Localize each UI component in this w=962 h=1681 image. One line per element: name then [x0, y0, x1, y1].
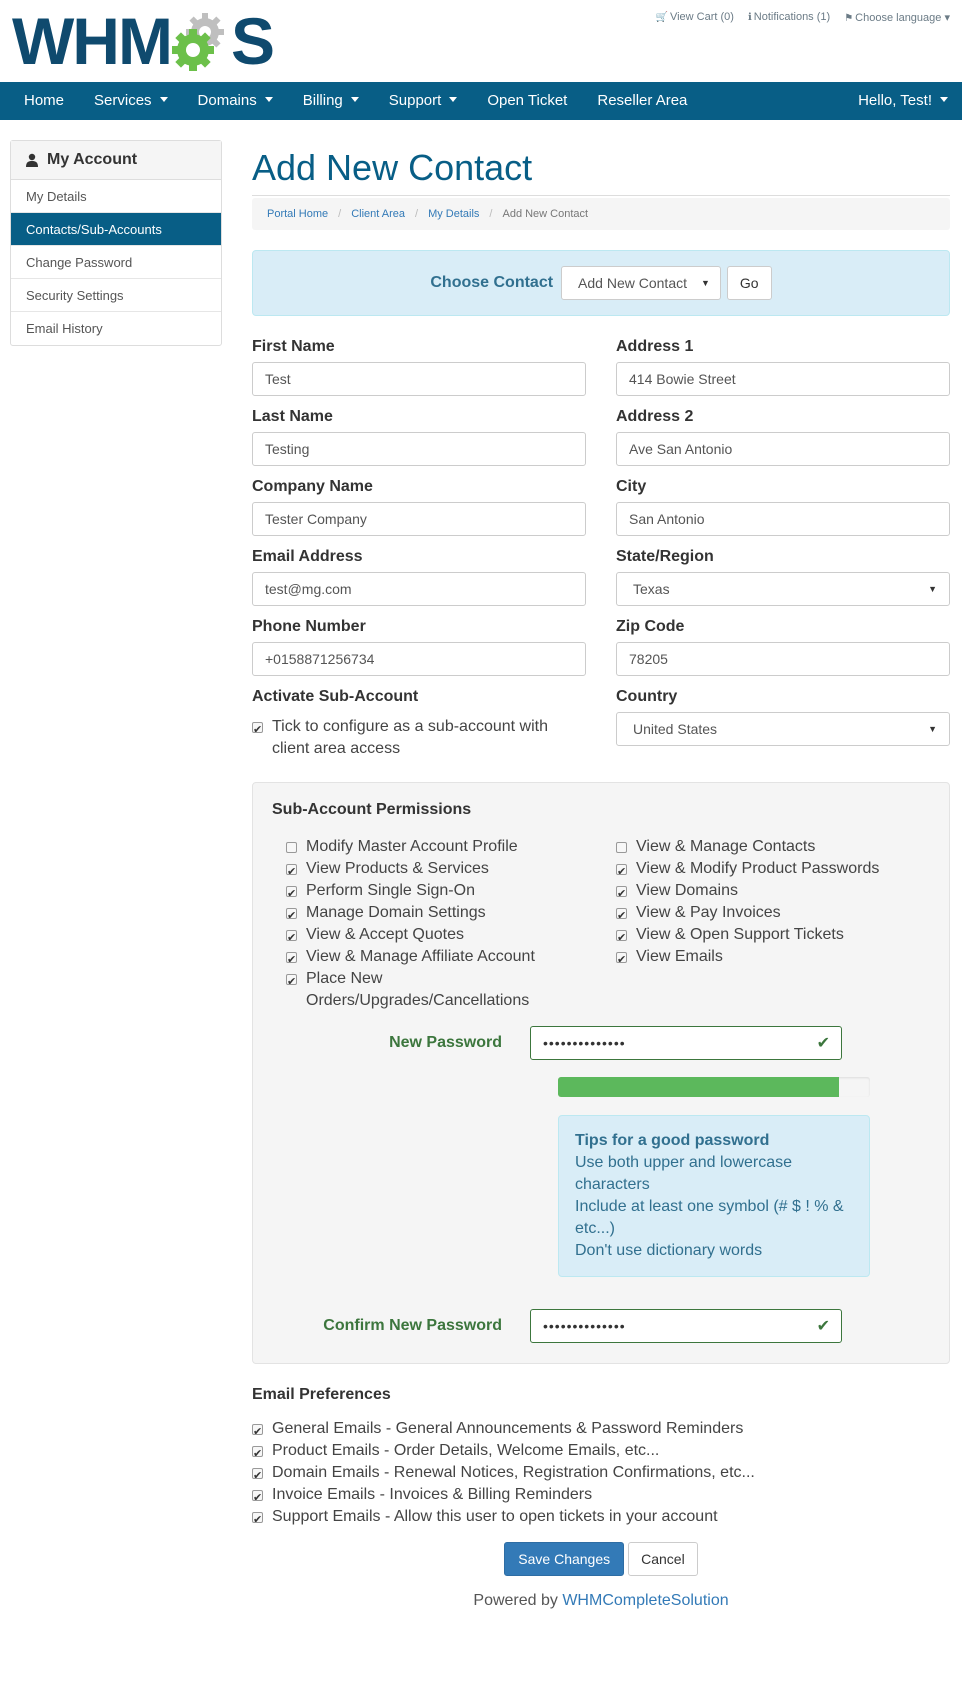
permission-label: View & Manage Affiliate Account	[306, 948, 535, 965]
new-password-label: New Password	[389, 1034, 502, 1051]
confirm-password-input[interactable]	[530, 1309, 842, 1343]
breadcrumb-current: Add New Contact	[502, 208, 589, 220]
sidebar-item-label: Security Settings	[26, 287, 124, 303]
nav-domains[interactable]	[183, 82, 288, 120]
first-name-field-group	[252, 336, 586, 396]
email-pref-general[interactable]	[252, 1418, 950, 1440]
choose-contact-label: Choose Contact	[430, 274, 554, 291]
nav-services[interactable]	[79, 82, 183, 120]
breadcrumb-separator: /	[338, 208, 342, 220]
choose-contact-selected: Add New Contact	[578, 275, 687, 291]
cart-icon: 🛒	[655, 12, 668, 23]
permission-checkbox[interactable]	[286, 864, 297, 875]
email-preferences-title: Email Preferences	[252, 1386, 391, 1403]
breadcrumb-my-details[interactable]: My Details	[428, 208, 480, 220]
permissions-right-column	[602, 836, 932, 1012]
email-pref-label: Domain Emails - Renewal Notices, Registration Confirmations, etc...	[272, 1464, 755, 1481]
perm-pay-invoices[interactable]	[602, 902, 932, 924]
email-pref-label: Invoice Emails - Invoices & Billing Reminders	[272, 1486, 593, 1503]
activate-subaccount-line1: Tick to configure as a sub-account with	[272, 718, 548, 735]
sidebar-title-label: My Account	[47, 151, 138, 168]
last-name-label: Last Name	[252, 408, 333, 425]
logo-text-right: S	[230, 4, 273, 78]
sidebar	[10, 140, 222, 346]
zip-code-input[interactable]: 78205	[616, 642, 950, 676]
email-field-group	[252, 546, 586, 606]
save-changes-button[interactable]: Save Changes	[504, 1542, 624, 1576]
sidebar-item-label: Email History	[26, 321, 103, 336]
permission-label: View Products & Services	[306, 860, 489, 877]
email-pref-checkbox[interactable]	[252, 1512, 263, 1523]
state-region-select[interactable]	[616, 572, 950, 606]
user-icon	[25, 153, 39, 167]
sidebar-title	[11, 141, 221, 180]
permission-label-line2: Orders/Upgrades/Cancellations	[306, 992, 530, 1009]
email-address-label: Email Address	[252, 548, 363, 565]
select-arrow-icon: ▼	[701, 278, 710, 288]
sidebar-item-my-details[interactable]	[11, 180, 221, 213]
confirm-password-row	[272, 1309, 930, 1343]
email-pref-checkbox[interactable]	[252, 1446, 263, 1457]
nav-reseller-area-label: Reseller Area	[597, 92, 688, 109]
state-region-selected: Texas	[633, 581, 670, 597]
state-region-label: State/Region	[616, 548, 714, 565]
permission-checkbox[interactable]	[286, 908, 297, 919]
city-input[interactable]: San Antonio	[616, 502, 950, 536]
perm-modify-master-profile[interactable]	[272, 836, 602, 858]
nav-home-label: Home	[24, 92, 65, 109]
sidebar-item-email-history[interactable]	[11, 312, 221, 345]
form-left-column	[252, 336, 586, 770]
gear-icon	[171, 10, 231, 72]
subaccount-field-group	[252, 686, 586, 760]
nav-user-menu[interactable]	[843, 82, 962, 120]
password-tip: Include at least one symbol (# $ ! % &	[575, 1198, 844, 1215]
perm-view-emails[interactable]	[602, 946, 932, 968]
permission-checkbox[interactable]	[616, 842, 627, 853]
logo-text-left: WHM	[12, 4, 171, 78]
company-name-input[interactable]: Tester Company	[252, 502, 586, 536]
view-cart-label: View Cart (0)	[669, 11, 734, 23]
notifications-link[interactable]	[748, 11, 830, 24]
password-strength-bar	[558, 1077, 870, 1097]
main-navbar	[0, 82, 962, 120]
country-selected: United States	[633, 721, 718, 737]
language-icon: ⚑	[844, 13, 854, 24]
perm-view-domains[interactable]	[602, 880, 932, 902]
permissions-title: Sub-Account Permissions	[272, 801, 472, 818]
nav-user-label: Hello, Test!	[858, 92, 932, 109]
permission-label: View & Open Support Tickets	[636, 926, 844, 943]
email-pref-checkbox[interactable]	[252, 1490, 263, 1501]
nav-reseller-area[interactable]	[582, 82, 702, 120]
new-password-row	[272, 1026, 930, 1060]
email-pref-product[interactable]	[252, 1440, 950, 1462]
sidebar-item-security-settings[interactable]	[11, 279, 221, 312]
new-password-value: ••••••••••••••	[543, 1035, 626, 1051]
activate-subaccount-line2: client area access	[272, 740, 401, 757]
subaccount-permissions-panel	[252, 782, 950, 1364]
new-password-input[interactable]	[530, 1026, 842, 1060]
nav-billing[interactable]	[288, 82, 374, 120]
activate-subaccount-option[interactable]	[252, 716, 586, 760]
password-tip: Use both upper and lowercase	[575, 1154, 793, 1171]
password-strength-fill	[558, 1077, 839, 1097]
caret-down-icon	[449, 97, 457, 102]
zip-code-label: Zip Code	[616, 618, 685, 635]
caret-down-icon	[940, 97, 948, 102]
country-field-group	[616, 686, 950, 746]
breadcrumb-portal-home[interactable]: Portal Home	[267, 208, 329, 220]
form-actions	[252, 1542, 950, 1576]
last-name-input[interactable]: Testing	[252, 432, 586, 466]
contact-form	[252, 336, 950, 770]
footer-link[interactable]: WHMCompleteSolution	[562, 1592, 729, 1609]
email-pref-domain[interactable]	[252, 1462, 950, 1484]
nav-services-label: Services	[94, 92, 152, 109]
city-label: City	[616, 478, 647, 495]
checkmark-icon: ✔	[816, 1318, 831, 1335]
first-name-label: First Name	[252, 338, 335, 355]
country-select[interactable]	[616, 712, 950, 746]
choose-language-label: Choose language	[855, 12, 942, 24]
sidebar-item-label: My Details	[26, 188, 87, 204]
perm-product-passwords[interactable]	[602, 858, 932, 880]
nav-support-label: Support	[388, 92, 442, 109]
page-title: Add New Contact	[252, 146, 950, 196]
footer	[252, 1592, 950, 1610]
caret-down-icon	[160, 97, 168, 102]
permission-label: View & Manage Contacts	[636, 838, 816, 855]
permission-label: View Emails	[636, 948, 723, 965]
permissions-left-column	[272, 836, 602, 1012]
header	[0, 0, 962, 82]
notifications-label: Notifications (1)	[753, 11, 831, 23]
breadcrumb	[252, 198, 950, 230]
address2-label: Address 2	[616, 408, 694, 425]
permission-label: Perform Single Sign-On	[306, 882, 475, 899]
perm-view-accept-quotes[interactable]	[272, 924, 602, 946]
email-pref-label: Product Emails - Order Details, Welcome Emails, etc...	[272, 1442, 660, 1459]
permissions-grid	[272, 836, 930, 1012]
view-cart-link[interactable]	[656, 11, 734, 24]
permission-checkbox[interactable]	[616, 952, 627, 963]
state-field-group	[616, 546, 950, 606]
email-pref-invoice[interactable]	[252, 1484, 950, 1506]
address2-input[interactable]: Ave San Antonio	[616, 432, 950, 466]
email-preferences	[252, 1386, 950, 1528]
permission-checkbox[interactable]	[286, 974, 297, 985]
checkmark-icon: ✔	[816, 1035, 831, 1052]
permission-checkbox[interactable]	[616, 908, 627, 919]
sidebar-item-contacts[interactable]	[11, 213, 221, 246]
permission-label: View & Accept Quotes	[306, 926, 465, 943]
password-tip: characters	[575, 1176, 650, 1193]
permission-label: Manage Domain Settings	[306, 904, 486, 921]
select-arrow-icon: ▼	[928, 724, 937, 734]
choose-contact-panel	[252, 250, 950, 316]
choose-language-dropdown[interactable]	[844, 11, 950, 24]
perm-single-sign-on[interactable]	[272, 880, 602, 902]
permission-label: View Domains	[636, 882, 738, 899]
top-links	[656, 11, 950, 24]
permission-checkbox[interactable]	[616, 930, 627, 941]
perm-manage-domain-settings[interactable]	[272, 902, 602, 924]
email-pref-support[interactable]	[252, 1506, 950, 1528]
activate-subaccount-checkbox[interactable]	[252, 722, 263, 733]
password-tips-title: Tips for a good password	[575, 1132, 770, 1149]
choose-contact-select[interactable]	[561, 266, 721, 300]
chevron-down-icon: ▾	[944, 12, 950, 24]
caret-down-icon	[265, 97, 273, 102]
nav-open-ticket[interactable]	[472, 82, 582, 120]
whmcs-logo[interactable]	[12, 4, 273, 78]
permission-checkbox[interactable]	[286, 886, 297, 897]
address1-field-group	[616, 336, 950, 396]
activate-subaccount-text	[272, 716, 548, 760]
nav-support[interactable]	[374, 82, 473, 120]
sidebar-item-label: Change Password	[26, 254, 133, 270]
select-arrow-icon: ▼	[928, 584, 937, 594]
city-field-group	[616, 476, 950, 536]
permission-checkbox[interactable]	[286, 842, 297, 853]
go-button[interactable]: Go	[727, 266, 772, 300]
email-pref-label: Support Emails - Allow this user to open tickets in your account	[272, 1508, 718, 1525]
last-name-field-group	[252, 406, 586, 466]
company-name-label: Company Name	[252, 478, 373, 495]
email-pref-checkbox[interactable]	[252, 1468, 263, 1479]
footer-prefix: Powered by	[473, 1592, 563, 1609]
nav-billing-label: Billing	[302, 92, 343, 109]
sidebar-item-change-password[interactable]	[11, 246, 221, 279]
main-content	[252, 140, 950, 1610]
breadcrumb-separator: /	[489, 208, 493, 220]
perm-manage-contacts[interactable]	[602, 836, 932, 858]
email-address-input[interactable]: test@mg.com	[252, 572, 586, 606]
company-field-group	[252, 476, 586, 536]
breadcrumb-client-area[interactable]: Client Area	[351, 208, 406, 220]
email-pref-checkbox[interactable]	[252, 1424, 263, 1435]
breadcrumb-separator: /	[415, 208, 419, 220]
permission-label-line1: Place New	[306, 970, 383, 987]
phone-number-input[interactable]: +0158871256734	[252, 642, 586, 676]
permission-label: View & Pay Invoices	[636, 904, 781, 921]
password-tip: Don't use dictionary words	[575, 1242, 763, 1259]
permission-checkbox[interactable]	[286, 952, 297, 963]
address1-input[interactable]: 414 Bowie Street	[616, 362, 950, 396]
first-name-input[interactable]: Test	[252, 362, 586, 396]
permission-label	[306, 968, 529, 1012]
activate-subaccount-label: Activate Sub-Account	[252, 688, 419, 705]
confirm-password-value: ••••••••••••••	[543, 1318, 626, 1334]
password-tip: etc...)	[575, 1220, 616, 1237]
password-tips	[558, 1115, 870, 1277]
permission-checkbox[interactable]	[286, 930, 297, 941]
permission-checkbox[interactable]	[616, 864, 627, 875]
perm-support-tickets[interactable]	[602, 924, 932, 946]
email-pref-label: General Emails - General Announcements & Password Reminders	[272, 1420, 744, 1437]
nav-domains-label: Domains	[197, 92, 257, 109]
perm-view-products[interactable]	[272, 858, 602, 880]
cancel-button[interactable]: Cancel	[628, 1542, 698, 1576]
sidebar-item-label: Contacts/Sub-Accounts	[26, 221, 162, 237]
permission-label: View & Modify Product Passwords	[636, 860, 880, 877]
form-right-column	[616, 336, 950, 770]
permission-checkbox[interactable]	[616, 886, 627, 897]
country-label: Country	[616, 688, 678, 705]
confirm-password-label: Confirm New Password	[323, 1317, 502, 1334]
phone-number-label: Phone Number	[252, 618, 366, 635]
address2-field-group	[616, 406, 950, 466]
perm-place-orders[interactable]	[272, 968, 602, 1012]
permission-label: Modify Master Account Profile	[306, 838, 518, 855]
nav-home[interactable]	[0, 82, 79, 120]
zip-field-group	[616, 616, 950, 676]
phone-field-group	[252, 616, 586, 676]
info-icon: ℹ	[747, 12, 752, 23]
perm-affiliate-account[interactable]	[272, 946, 602, 968]
caret-down-icon	[351, 97, 359, 102]
nav-open-ticket-label: Open Ticket	[487, 92, 568, 109]
address1-label: Address 1	[616, 338, 694, 355]
